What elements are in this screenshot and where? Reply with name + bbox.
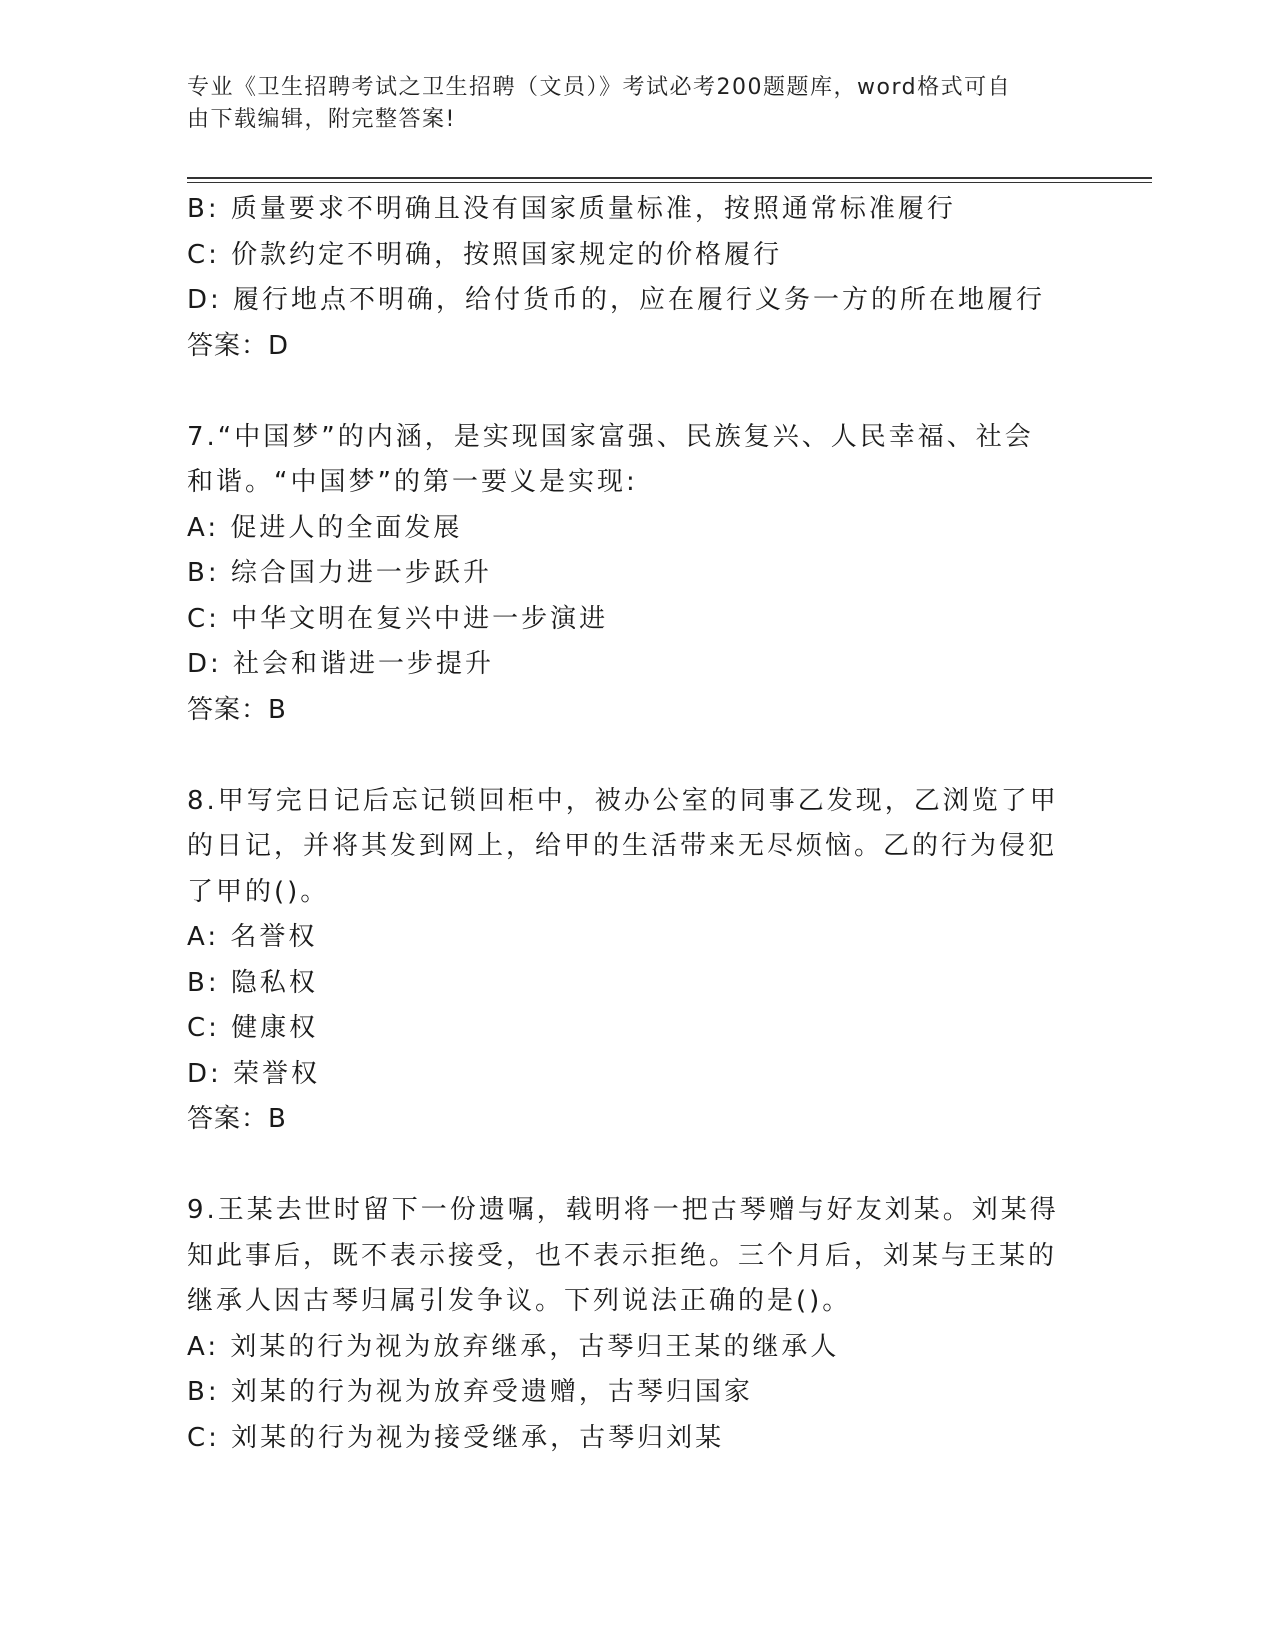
- option-a: A: 名誉权: [187, 922, 318, 952]
- spacer: [187, 369, 1067, 415]
- stem-line: 知此事后，既不表示接受，也不表示拒绝。三个月后，刘某与王某的: [187, 1240, 1058, 1271]
- question-stem: [187, 779, 1067, 916]
- option-b: B: 隐私权: [187, 967, 318, 998]
- question-8-block: [187, 779, 1067, 1143]
- page-header: [187, 72, 1067, 136]
- header-divider: [187, 177, 1152, 183]
- spacer: [187, 1143, 1067, 1189]
- option-c: C: 中华文明在复兴中进一步演进: [187, 603, 609, 634]
- stem-line: 的日记，并将其发到网上，给甲的生活带来无尽烦恼。乙的行为侵犯: [187, 831, 1058, 861]
- option-c: C: 刘某的行为视为接受继承，古琴归刘某: [187, 1422, 725, 1453]
- stem-line: 9.王某去世时留下一份遗嘱，载明将一把古琴赠与好友刘某。刘某得: [187, 1195, 1059, 1225]
- stem-line: 7.“中国梦”的内涵，是实现国家富强、民族复兴、人民幸福、社会: [187, 421, 1034, 452]
- question-stem: [187, 415, 1067, 506]
- stem-line: 继承人因古琴归属引发争议。下列说法正确的是()。: [187, 1286, 852, 1316]
- answer-label: 答案：B: [187, 1104, 287, 1134]
- option-d: D: 履行地点不明确，给付货币的，应在履行义务一方的所在地履行: [187, 285, 1046, 315]
- stem-line: 8.甲写完日记后忘记锁回柜中，被办公室的同事乙发现，乙浏览了甲: [187, 785, 1059, 816]
- option-a: A: 刘某的行为视为放弃继承，古琴归王某的继承人: [187, 1331, 840, 1362]
- answer-label: 答案：D: [187, 330, 290, 361]
- question-7-block: [187, 415, 1067, 734]
- option-a: A: 促进人的全面发展: [187, 512, 463, 543]
- option-c: C: 价款约定不明确，按照国家规定的价格履行: [187, 239, 783, 270]
- stem-line: 了甲的()。: [187, 876, 330, 907]
- spacer: [187, 733, 1067, 779]
- question-9-block: [187, 1188, 1067, 1461]
- answer-label: 答案：B: [187, 694, 287, 725]
- header-title-line-1: 专业《卫生招聘考试之卫生招聘（文员）》考试必考200题题库，word格式可自: [187, 75, 1012, 100]
- question-6-block: [187, 187, 1067, 369]
- question-stem: [187, 1188, 1067, 1325]
- stem-line: 和谐。“中国梦”的第一要义是实现:: [187, 467, 638, 497]
- option-b: B: 质量要求不明确且没有国家质量标准，按照通常标准履行: [187, 194, 956, 224]
- header-title-line-2: 由下载编辑，附完整答案!: [187, 107, 456, 132]
- option-c: C: 健康权: [187, 1013, 319, 1043]
- option-d: D: 社会和谐进一步提升: [187, 649, 495, 679]
- option-b: B: 综合国力进一步跃升: [187, 558, 492, 588]
- option-d: D: 荣誉权: [187, 1058, 321, 1089]
- question-content: [187, 187, 1067, 1461]
- option-b: B: 刘某的行为视为放弃受遗赠，古琴归国家: [187, 1377, 753, 1407]
